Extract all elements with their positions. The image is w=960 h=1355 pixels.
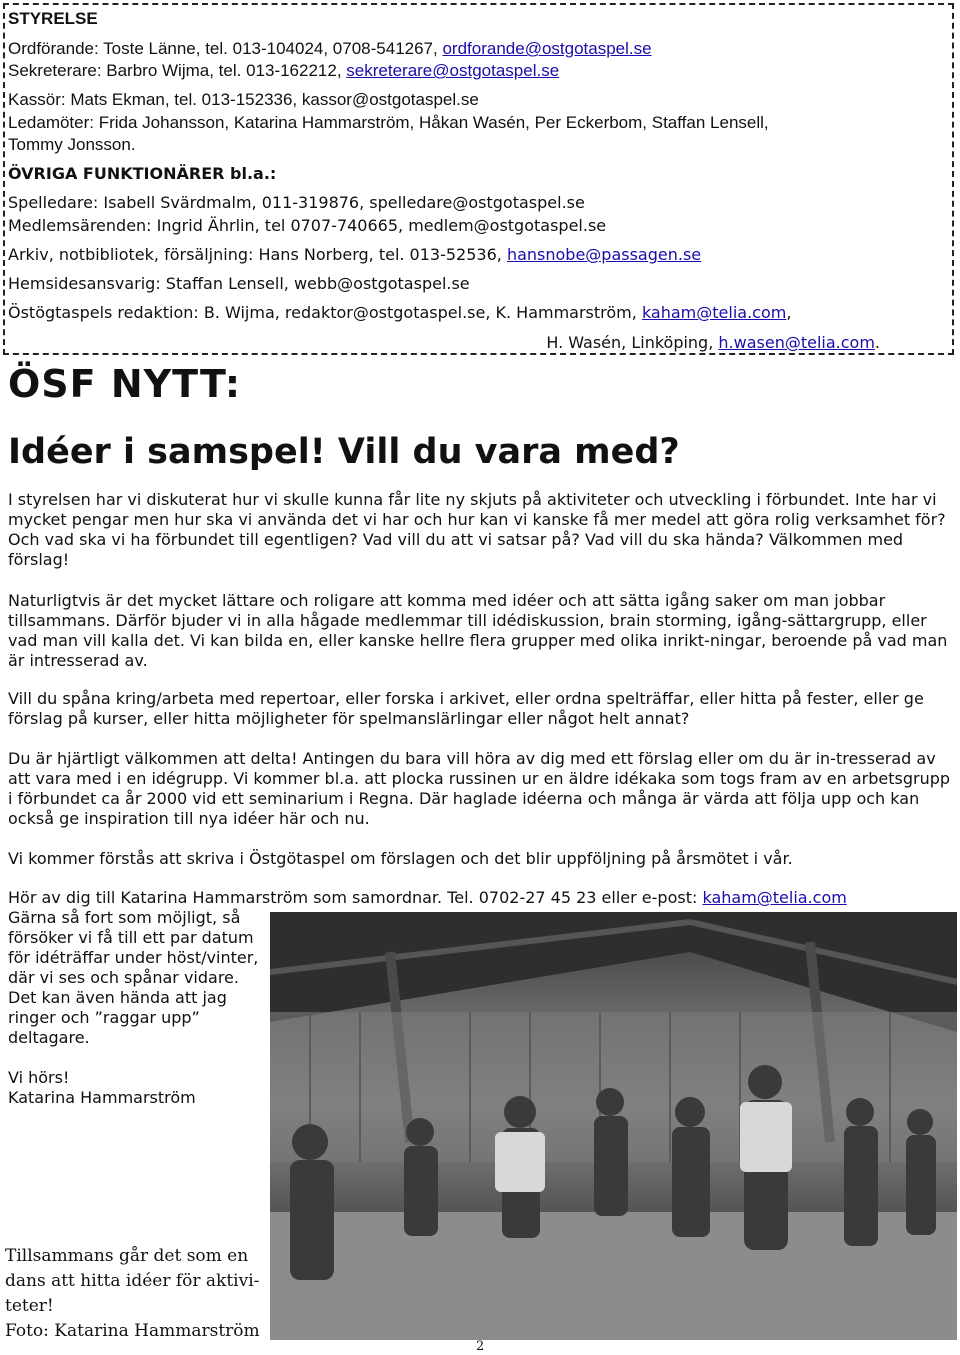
treasurer-line: Kassör: Mats Ekman, tel. 013-152336, kassor@ostgotaspel.se	[8, 90, 479, 109]
editorial-comma: ,	[786, 303, 792, 322]
signature: Katarina Hammarström	[8, 1088, 196, 1107]
board-title: STYRELSE	[8, 9, 98, 28]
paragraph-5: Vi kommer förstås att skriva i Östgötaspel om förslagen och det blir uppföljning på årsmötet i vår.	[8, 849, 793, 868]
paragraph-4: Du är hjärtligt välkommen att delta! Antingen du bara vill höra av dig med ett förslag eller om du är in-tresserad av att vara med i en idégrupp. Vi kommer bl.a. att plocka russinen ur en äldre idékaka som togs fram av en arbetsgrupp i förbundet ca år 2000 vid ett seminarium i Regna. Där haglade idéerna och många är värda att följa upp och kan också ge inspiration till nya idéer här och nu.	[8, 749, 951, 828]
barn-scene-illustration	[270, 912, 957, 1340]
contact-email-link[interactable]: kaham@telia.com	[702, 888, 847, 907]
article-heading: Idéer i samspel! Vill du vara med?	[8, 432, 680, 472]
greeting: Vi hörs!	[8, 1068, 70, 1087]
editorial-2-label: H. Wasén, Linköping,	[546, 333, 719, 352]
editorial-2-email-link[interactable]: h.wasen@telia.com	[718, 333, 875, 352]
dance-leader-line: Spelledare: Isabell Svärdmalm, 011-319876, spelledare@ostgotaspel.se	[8, 193, 585, 212]
archive-line	[8, 244, 701, 266]
archive-email-link[interactable]: hansnobe@passagen.se	[506, 245, 702, 264]
photo-credit: Foto: Katarina Hammarström	[5, 1321, 260, 1341]
paragraph-1: I styrelsen har vi diskuterat hur vi skulle kunna får lite ny skjuts på aktiviteter och utveckling i förbundet. Inte har vi mycket pengar men hur ska vi använda det vi har och hur kan vi kanske få mer medel att göra rolig verksamhet för? Och vad ska vi ha förbundet till egentligen? Vad vill du att vi satsar på? Vad vill du ska hända? Välkommen med förslag!	[8, 490, 946, 569]
side-text	[8, 908, 270, 1108]
chair-label: Ordförande: Toste Länne, tel. 013-104024, 0708-541267,	[8, 39, 443, 58]
secretary-email-link[interactable]: sekreterare@ostgotaspel.se	[346, 61, 560, 80]
page-number: 2	[476, 1339, 485, 1354]
caption-text: Tillsammans går det som en dans att hitta idéer för aktivi-teter!	[5, 1246, 260, 1316]
secretary-line	[8, 60, 559, 82]
secretary-label: Sekreterare: Barbro Wijma, tel. 013-162212,	[8, 61, 347, 80]
editorial-2-end: .	[874, 333, 880, 352]
members-line-1: Ledamöter: Frida Johansson, Katarina Hammarström, Håkan Wasén, Per Eckerbom, Staffan Lensell,	[8, 113, 769, 132]
membership-line: Medlemsärenden: Ingrid Ährlin, tel 0707-740665, medlem@ostgotaspel.se	[8, 216, 607, 235]
paragraph-6	[8, 888, 953, 908]
fiddlers-photo	[270, 912, 957, 1340]
chair-line	[8, 38, 652, 60]
chair-email-link[interactable]: ordforande@ostgotaspel.se	[442, 39, 652, 58]
editorial-email-link[interactable]: kaham@telia.com	[641, 303, 787, 322]
members-line-2: Tommy Jonsson.	[8, 135, 136, 154]
archive-label: Arkiv, notbibliotek, försäljning: Hans Norberg, tel. 013-52536,	[8, 245, 507, 264]
editorial-line-2	[546, 332, 880, 354]
contact-text: Hör av dig till Katarina Hammarström som samordnar. Tel. 0702-27 45 23 eller e-post:	[8, 888, 703, 907]
web-line: Hemsidesansvarig: Staffan Lensell, webb@ostgotaspel.se	[8, 274, 470, 293]
editorial-label: Östögtaspels redaktion: B. Wijma, redaktor@ostgotaspel.se, K. Hammarström,	[8, 303, 642, 322]
paragraph-3: Vill du spåna kring/arbeta med repertoar, eller forska i arkivet, eller ordna spelträffar, eller hitta på fester, eller ge förslag på kurser, eller hitta möjligheter för spelmanslärlingar eller något helt annat?	[8, 689, 924, 728]
editorial-line	[8, 302, 791, 324]
photo-caption	[5, 1244, 267, 1344]
paragraph-2: Naturligtvis är det mycket lättare och roligare att komma med idéer och att sätta igång saker om man jobbar tillsammans. Därför bjuder vi in alla hågade medlemmar till idédiskussion, brain storming, igång-sättargrupp, eller vad man vill kalla det. Vi kan bilda en, eller kanske hellre flera grupper med olika inrikt-ningar, beroende på vad man är intresserad av.	[8, 591, 948, 670]
other-officials-title: ÖVRIGA FUNKTIONÄRER bl.a.:	[8, 164, 277, 183]
side-paragraph: Gärna så fort som möjligt, så försöker vi få till ett par datum för idéträffar under höst/vinter, där vi ses och spånar vidare. Det kan även hända att jag ringer och ”raggar upp” deltagare.	[8, 908, 259, 1047]
section-title: ÖSF NYTT:	[8, 362, 242, 406]
